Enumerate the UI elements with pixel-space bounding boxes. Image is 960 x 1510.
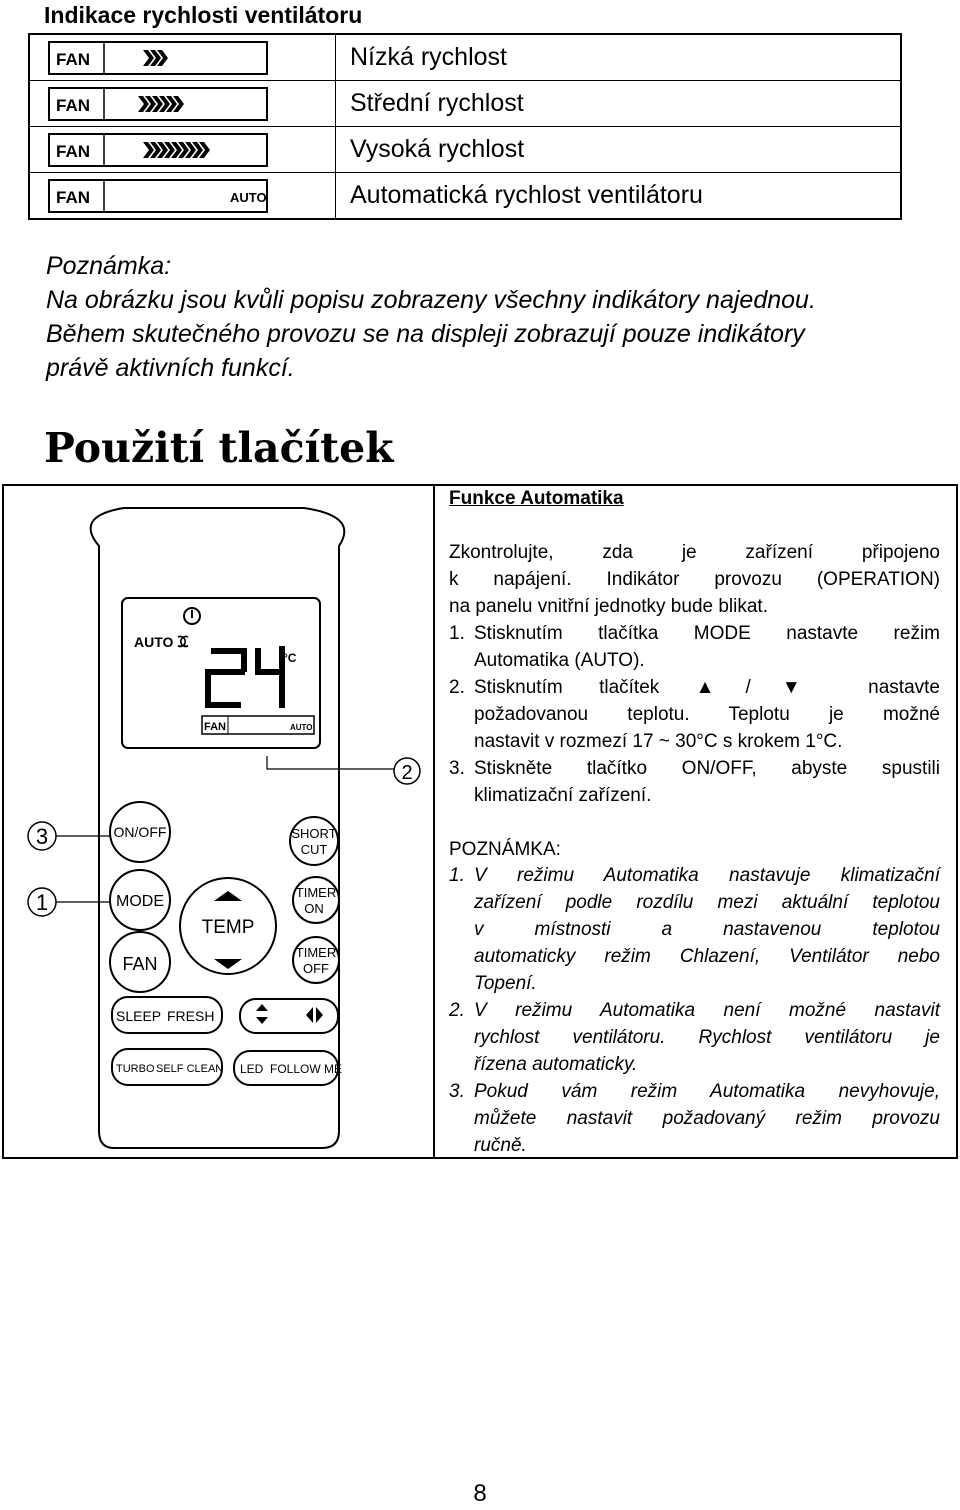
note-line: Během skutečného provozu se na displeji zobrazují pouze indikátory bbox=[46, 320, 805, 348]
callout-line bbox=[267, 756, 394, 769]
note-item-line: můžete nastavit požadovaný režim provozu bbox=[474, 1108, 940, 1129]
fan-speed-description: Vysoká rychlost bbox=[336, 127, 902, 173]
fan-label: FAN bbox=[56, 49, 90, 69]
fan-medium-speed-icon bbox=[48, 87, 268, 121]
power-indicator-icon bbox=[184, 608, 200, 624]
led-label: LED bbox=[240, 1062, 264, 1076]
remote-control-illustration bbox=[4, 486, 432, 1157]
fan-speed-heading: Indikace rychlosti ventilátoru bbox=[44, 2, 363, 28]
temp-button-label: TEMP bbox=[201, 917, 255, 938]
table-row bbox=[29, 81, 901, 127]
vertical-swing-icon bbox=[256, 1004, 268, 1024]
note-item-line: řízena automaticky. bbox=[474, 1054, 638, 1075]
step-line: Stiskněte tlačítko ON/OFF, abyste spustili bbox=[474, 758, 940, 779]
display-mode-label: AUTO bbox=[134, 634, 174, 650]
intro-line: na panelu vnitřní jednotky bude blikat. bbox=[449, 596, 768, 617]
step-line: klimatizační zařízení. bbox=[474, 785, 652, 806]
step-line: Automatika (AUTO). bbox=[474, 650, 645, 671]
note-item-line: Topení. bbox=[474, 973, 537, 994]
step-number: 2. bbox=[449, 677, 465, 698]
note-line: Na obrázku jsou kvůli popisu zobrazeny všechny indikátory najednou. bbox=[46, 286, 816, 314]
timer-off-label: OFF bbox=[303, 961, 329, 976]
fan-speed-description: Nízká rychlost bbox=[336, 34, 902, 81]
table-row bbox=[29, 127, 901, 173]
turbo-label: TURBO bbox=[116, 1063, 155, 1075]
temperature-value: 24 bbox=[202, 706, 204, 707]
timer-on-button[interactable] bbox=[293, 877, 339, 923]
fan-label: FAN bbox=[56, 187, 90, 207]
sleep-label: SLEEP bbox=[116, 1008, 162, 1024]
temperature-unit: °C bbox=[283, 651, 297, 665]
on-off-button-label: ON/OFF bbox=[113, 824, 167, 840]
step-line: Stisknutím tlačítka MODE nastavte režim bbox=[474, 623, 940, 644]
temp-up-icon[interactable] bbox=[214, 891, 242, 901]
note-item-line: V režimu Automatika nastavuje klimatizační bbox=[474, 865, 940, 886]
note-item-line: Pokud vám režim Automatika nevyhovuje, bbox=[474, 1081, 940, 1102]
callout-3-number: 3 bbox=[35, 824, 49, 849]
mode-button-label: MODE bbox=[116, 893, 164, 910]
intro-line: k napájení. Indikátor provozu (OPERATION) bbox=[449, 569, 940, 590]
intro-line: Zkontrolujte, zda je zařízení připojeno bbox=[449, 542, 940, 563]
notes-title: POZNÁMKA: bbox=[449, 839, 561, 860]
page-number: 8 bbox=[473, 1480, 487, 1507]
timer-off-label: TIMER bbox=[295, 945, 337, 960]
note-number: 2. bbox=[449, 1000, 465, 1021]
display-fan-auto: AUTO bbox=[290, 723, 313, 732]
note-item-line: automaticky režim Chlazení, Ventilátor nebo bbox=[474, 946, 940, 967]
fan-speed-description: Automatická rychlost ventilátoru bbox=[336, 173, 902, 220]
note-item-line: rychlost ventilátoru. Rychlost ventilátoru je bbox=[474, 1027, 940, 1048]
step-line: nastavit v rozmezí 17 ~ 30°C s krokem 1°C. bbox=[474, 731, 843, 752]
short-cut-button[interactable] bbox=[290, 817, 338, 865]
note-item-line: zařízení podle rozdílu mezi aktuální teplotou bbox=[474, 892, 940, 913]
temp-down-icon[interactable] bbox=[214, 959, 242, 969]
step-line: požadovanou teplotu. Teplotu je možné bbox=[474, 704, 940, 725]
note-number: 1. bbox=[449, 865, 465, 886]
auto-mode-icon bbox=[178, 637, 188, 647]
fan-label: FAN bbox=[56, 95, 90, 115]
column-divider bbox=[433, 484, 435, 1159]
table-row bbox=[29, 173, 901, 220]
short-cut-label: SHORT bbox=[291, 826, 337, 841]
table-row bbox=[29, 34, 901, 81]
callout-2-number: 2 bbox=[401, 762, 413, 784]
note-title: Poznámka: bbox=[46, 252, 172, 280]
note-line: právě aktivních funkcí. bbox=[46, 354, 295, 382]
swing-button[interactable] bbox=[240, 999, 338, 1033]
display-fan-label: FAN bbox=[204, 721, 226, 733]
note-item-line: ručně. bbox=[474, 1135, 527, 1156]
fan-speed-table bbox=[28, 33, 902, 220]
note-number: 3. bbox=[449, 1081, 465, 1102]
fan-speed-description: Střední rychlost bbox=[336, 81, 902, 127]
fan-auto-speed-icon bbox=[48, 179, 268, 213]
auto-label: AUTO bbox=[230, 189, 267, 205]
function-title: Funkce Automatika bbox=[449, 488, 624, 509]
step-number: 1. bbox=[449, 623, 465, 644]
note-item-line: v místnosti a nastavenou teplotou bbox=[474, 919, 940, 940]
callout-1-number: 1 bbox=[35, 890, 49, 915]
timer-on-label: ON bbox=[304, 901, 324, 916]
note-item-line: V režimu Automatika není možné nastavit bbox=[474, 1000, 940, 1021]
temperature-digits bbox=[205, 646, 285, 708]
timer-off-button[interactable] bbox=[293, 937, 339, 983]
step-line: Stisknutím tlačítek ▲/▼ nastavte bbox=[474, 677, 940, 698]
fan-high-speed-icon bbox=[48, 133, 268, 167]
self-clean-label: SELF CLEAN bbox=[156, 1063, 224, 1075]
buttons-heading: Použití tlačítek bbox=[44, 424, 394, 472]
fan-low-speed-icon bbox=[48, 41, 268, 75]
short-cut-label: CUT bbox=[300, 842, 328, 857]
fan-button-label: FAN bbox=[122, 954, 158, 974]
fan-label: FAN bbox=[56, 141, 90, 161]
horizontal-swing-icon bbox=[306, 1007, 323, 1023]
follow-me-label: FOLLOW ME bbox=[270, 1062, 343, 1076]
timer-on-label: TIMER bbox=[295, 885, 337, 900]
fresh-label: FRESH bbox=[167, 1008, 215, 1024]
step-number: 3. bbox=[449, 758, 465, 779]
